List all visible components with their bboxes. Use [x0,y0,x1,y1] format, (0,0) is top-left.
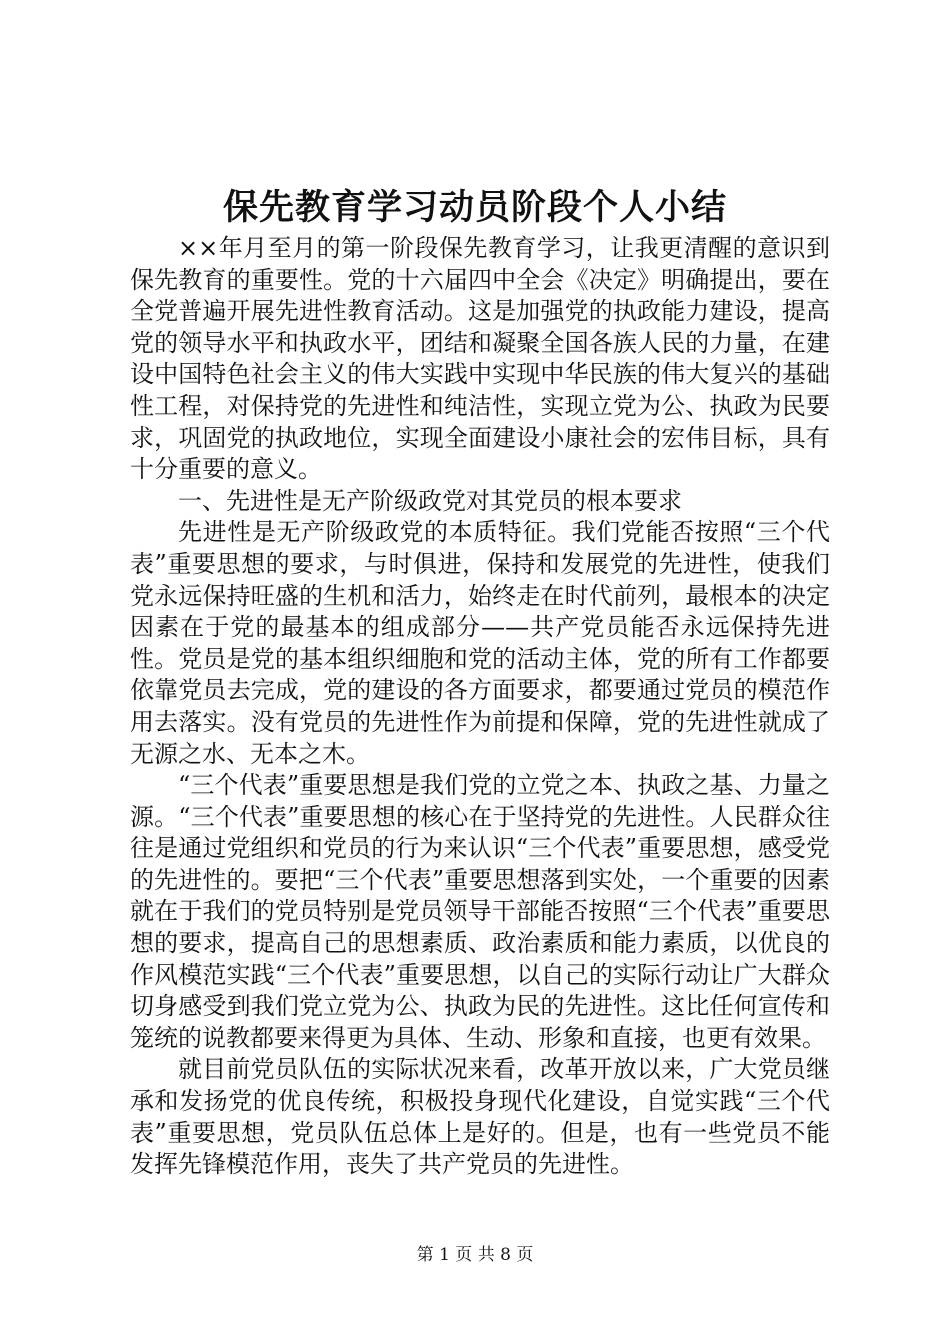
paragraph-intro: ××年月至月的第一阶段保先教育学习，让我更清醒的意识到保先教育的重要性。党的十六届四中全会《决定》明确提出，要在全党普遍开展先进性教育活动。这是加强党的执政能力建设，提高党的领导水平和执政水平，团结和凝聚全国各族人民的力量，在建设中国特色社会主义的伟大实践中实现中华民族的伟大复兴的基础性工程，对保持党的先进性和纯洁性，实现立党为公、执政为民要求，巩固党的执政地位，实现全面建设小康社会的宏伟目标，具有十分重要的意义。 [130,234,830,484]
page-number-footer: 第 1 页 共 8 页 [416,1245,534,1265]
section-heading-1: 一、先进性是无产阶级政党对其党员的根本要求 [178,486,682,515]
paragraph-three-represents: “三个代表”重要思想是我们党的立党之本、执政之基、力量之源。“三个代表”重要思想的核心在于坚持党的先进性。人民群众往往是通过党组织和党员的行为来认识“三个代表”重要思想，感受党的先进性的。要把“三个代表”重要思想落到实处，一个重要的因素就在于我们的党员特别是党员领导干部能否按照“三个代表”重要思想的要求，提高自己的思想素质、政治素质和能力素质，以优良的作风模范实践“三个代表”重要思想，以自己的实际行动让广大群众切身感受到我们党立党为公、执政为民的先进性。这比任何宣传和笼统的说教都要来得更为具体、生动、形象和直接，也更有效果。 [130,771,830,1052]
document-title: 保先教育学习动员阶段个人小结 [222,187,727,228]
document-body [130,233,830,1181]
paragraph-advancement: 先进性是无产阶级政党的本质特征。我们党能否按照“三个代表”重要思想的要求，与时俱进，保持和发展党的先进性，使我们党永远保持旺盛的生机和活力，始终走在时代前列，最根本的决定因素在于党的最基本的组成部分——共产党员能否永远保持先进性。党员是党的基本组织细胞和党的活动主体，党的所有工作都要依靠党员去完成，党的建设的各方面要求，都要通过党员的模范作用去落实。没有党员的先进性作为前提和保障，党的先进性就成了无源之水、无本之木。 [130,518,830,768]
paragraph-current-status: 就目前党员队伍的实际状况来看，改革开放以来，广大党员继承和发扬党的优良传统，积极投身现代化建设，自觉实践“三个代表”重要思想，党员队伍总体上是好的。但是，也有一些党员不能发挥先锋模范作用，丧失了共产党员的先进性。 [130,1055,830,1179]
